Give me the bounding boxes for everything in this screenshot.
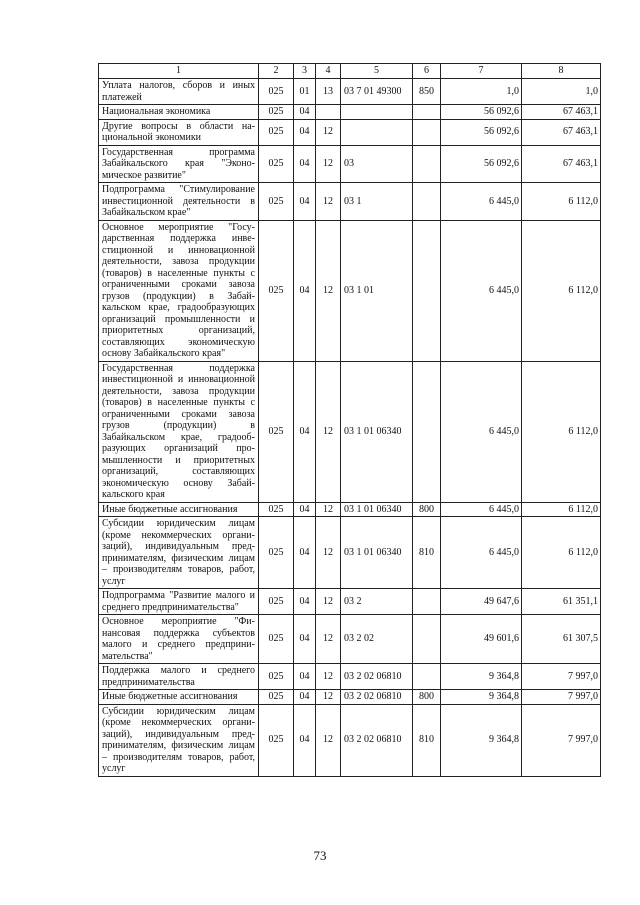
cell-amount-year-1: 6 445,0 (441, 517, 522, 589)
cell-subsection (316, 105, 341, 120)
cell-target-article: 03 (341, 145, 413, 183)
cell-amount-year-2: 7 997,0 (522, 690, 601, 705)
cell-section: 04 (294, 589, 316, 615)
header-col-3: 3 (294, 64, 316, 79)
cell-target-article: 03 1 01 (341, 220, 413, 361)
cell-amount-year-1: 1,0 (441, 79, 522, 105)
table-row (99, 220, 601, 361)
cell-subsection: 12 (316, 704, 341, 776)
cell-subsection: 12 (316, 119, 341, 145)
cell-section: 04 (294, 615, 316, 664)
table-row (99, 105, 601, 120)
cell-name: Подпрограмма "Развитие малого и среднего предпринимательства" (99, 589, 259, 615)
cell-target-article: 03 7 01 49300 (341, 79, 413, 105)
table-row (99, 517, 601, 589)
cell-ministry-code: 025 (259, 119, 294, 145)
cell-amount-year-2: 67 463,1 (522, 119, 601, 145)
cell-ministry-code: 025 (259, 105, 294, 120)
cell-section: 04 (294, 361, 316, 502)
cell-amount-year-2: 6 112,0 (522, 361, 601, 502)
cell-name: Иные бюджетные ассигнования (99, 502, 259, 517)
cell-amount-year-2: 6 112,0 (522, 517, 601, 589)
cell-expense-type (413, 105, 441, 120)
cell-expense-type (413, 615, 441, 664)
cell-amount-year-1: 6 445,0 (441, 183, 522, 221)
cell-subsection: 12 (316, 220, 341, 361)
cell-amount-year-1: 9 364,8 (441, 690, 522, 705)
cell-subsection: 12 (316, 615, 341, 664)
cell-expense-type: 850 (413, 79, 441, 105)
table-row (99, 145, 601, 183)
cell-section: 04 (294, 502, 316, 517)
cell-expense-type (413, 361, 441, 502)
cell-expense-type: 810 (413, 704, 441, 776)
cell-section: 04 (294, 664, 316, 690)
cell-name: Государственная программа Забайкальского края "Экономическое развитие" (99, 145, 259, 183)
cell-name: Основное мероприятие "Государственная поддержка инвестиционной и инновационной деятельности, завоза продукции (товаров) в населенные пункты с ограниченными сроками завоза грузов (продукции) в Забайкальском крае, градообразующих организаций промышленности и приоритетных организаций, составляющих экономическую основу Забайкальского края" (99, 220, 259, 361)
cell-target-article (341, 119, 413, 145)
cell-section: 01 (294, 79, 316, 105)
cell-subsection: 13 (316, 79, 341, 105)
header-col-1: 1 (99, 64, 259, 79)
cell-section: 04 (294, 690, 316, 705)
table-body (99, 64, 601, 777)
cell-amount-year-1: 6 445,0 (441, 502, 522, 517)
cell-subsection: 12 (316, 502, 341, 517)
cell-target-article: 03 2 (341, 589, 413, 615)
cell-name: Основное мероприятие "Финансовая поддержка субъектов малого и среднего предпринимательства" (99, 615, 259, 664)
table-row (99, 502, 601, 517)
header-col-6: 6 (413, 64, 441, 79)
cell-section: 04 (294, 183, 316, 221)
cell-amount-year-1: 49 601,6 (441, 615, 522, 664)
cell-name: Субсидии юридическим лицам (кроме некоммерческих организаций), индивидуальным предпринимателям, физическим лицам – производителям товаров, работ, услуг (99, 704, 259, 776)
cell-name: Поддержка малого и среднего предпринимательства (99, 664, 259, 690)
cell-name: Уплата налогов, сборов и иных платежей (99, 79, 259, 105)
cell-ministry-code: 025 (259, 145, 294, 183)
cell-target-article: 03 1 (341, 183, 413, 221)
cell-subsection: 12 (316, 361, 341, 502)
cell-name: Государственная поддержка инвестиционной и инновационной деятельности, завоза продукции (товаров) в населенные пункты с ограниченными сроками завоза грузов (продукции) в Забайкальском крае, градообразующих организаций промышленности и приоритетных организаций, составляющих экономическую основу Забайкальского края (99, 361, 259, 502)
cell-amount-year-1: 56 092,6 (441, 105, 522, 120)
cell-amount-year-1: 49 647,6 (441, 589, 522, 615)
header-row (99, 64, 601, 79)
cell-target-article: 03 2 02 06810 (341, 704, 413, 776)
cell-ministry-code: 025 (259, 220, 294, 361)
cell-amount-year-1: 56 092,6 (441, 145, 522, 183)
cell-section: 04 (294, 220, 316, 361)
cell-expense-type: 800 (413, 690, 441, 705)
cell-ministry-code: 025 (259, 704, 294, 776)
cell-ministry-code: 025 (259, 183, 294, 221)
cell-section: 04 (294, 704, 316, 776)
table-row (99, 589, 601, 615)
cell-target-article (341, 105, 413, 120)
table-row (99, 704, 601, 776)
cell-name: Подпрограмма "Стимулирование инвестиционной деятельности в Забайкальском крае" (99, 183, 259, 221)
cell-target-article: 03 1 01 06340 (341, 502, 413, 517)
cell-section: 04 (294, 517, 316, 589)
cell-expense-type (413, 183, 441, 221)
cell-subsection: 12 (316, 690, 341, 705)
cell-amount-year-2: 7 997,0 (522, 704, 601, 776)
cell-target-article: 03 2 02 (341, 615, 413, 664)
cell-expense-type: 810 (413, 517, 441, 589)
table-row (99, 361, 601, 502)
cell-amount-year-2: 61 351,1 (522, 589, 601, 615)
cell-ministry-code: 025 (259, 517, 294, 589)
cell-ministry-code: 025 (259, 502, 294, 517)
cell-subsection: 12 (316, 145, 341, 183)
cell-section: 04 (294, 145, 316, 183)
cell-section: 04 (294, 119, 316, 145)
cell-amount-year-1: 56 092,6 (441, 119, 522, 145)
cell-amount-year-2: 67 463,1 (522, 145, 601, 183)
cell-target-article: 03 1 01 06340 (341, 517, 413, 589)
header-col-5: 5 (341, 64, 413, 79)
page-number: 73 (313, 848, 327, 863)
cell-target-article: 03 2 02 06810 (341, 664, 413, 690)
header-col-8: 8 (522, 64, 601, 79)
cell-expense-type (413, 145, 441, 183)
cell-expense-type (413, 589, 441, 615)
header-col-7: 7 (441, 64, 522, 79)
cell-subsection: 12 (316, 589, 341, 615)
header-col-2: 2 (259, 64, 294, 79)
cell-subsection: 12 (316, 664, 341, 690)
cell-amount-year-1: 6 445,0 (441, 220, 522, 361)
cell-amount-year-2: 6 112,0 (522, 502, 601, 517)
table-row (99, 615, 601, 664)
cell-target-article: 03 2 02 06810 (341, 690, 413, 705)
table-row (99, 119, 601, 145)
cell-amount-year-2: 6 112,0 (522, 183, 601, 221)
cell-name: Национальная экономика (99, 105, 259, 120)
cell-amount-year-2: 7 997,0 (522, 664, 601, 690)
table-row (99, 664, 601, 690)
cell-name: Иные бюджетные ассигнования (99, 690, 259, 705)
table-row (99, 690, 601, 705)
cell-ministry-code: 025 (259, 664, 294, 690)
cell-expense-type (413, 220, 441, 361)
cell-expense-type (413, 119, 441, 145)
cell-amount-year-2: 6 112,0 (522, 220, 601, 361)
cell-ministry-code: 025 (259, 615, 294, 664)
cell-name: Субсидии юридическим лицам (кроме некоммерческих организаций), индивидуальным предпринимателям, физическим лицам – производителям товаров, работ, услуг (99, 517, 259, 589)
cell-amount-year-1: 9 364,8 (441, 664, 522, 690)
cell-name: Другие вопросы в области национальной экономики (99, 119, 259, 145)
cell-amount-year-1: 6 445,0 (441, 361, 522, 502)
table-row (99, 183, 601, 221)
cell-expense-type (413, 664, 441, 690)
cell-amount-year-2: 61 307,5 (522, 615, 601, 664)
header-col-4: 4 (316, 64, 341, 79)
cell-ministry-code: 025 (259, 79, 294, 105)
cell-ministry-code: 025 (259, 361, 294, 502)
cell-ministry-code: 025 (259, 690, 294, 705)
cell-amount-year-2: 67 463,1 (522, 105, 601, 120)
cell-subsection: 12 (316, 517, 341, 589)
cell-amount-year-1: 9 364,8 (441, 704, 522, 776)
cell-amount-year-2: 1,0 (522, 79, 601, 105)
budget-table (98, 63, 601, 777)
cell-section: 04 (294, 105, 316, 120)
cell-expense-type: 800 (413, 502, 441, 517)
table-row (99, 79, 601, 105)
cell-ministry-code: 025 (259, 589, 294, 615)
cell-subsection: 12 (316, 183, 341, 221)
cell-target-article: 03 1 01 06340 (341, 361, 413, 502)
